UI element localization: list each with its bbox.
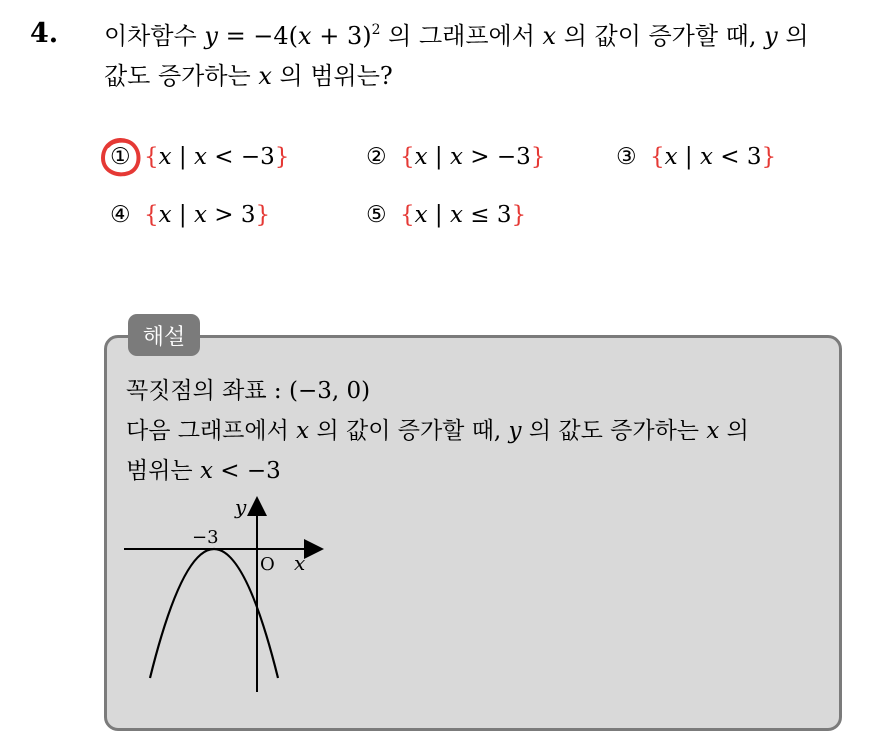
- cond-var: x: [194, 202, 207, 228]
- option-5[interactable]: [366, 202, 526, 228]
- q-text: 의 그래프에서: [380, 22, 543, 50]
- cond: ≤ 3: [462, 202, 512, 228]
- set-var: x: [158, 202, 172, 228]
- cond-var: x: [194, 144, 207, 170]
- question-number: 4.: [30, 18, 59, 49]
- parabola-graph: [120, 490, 340, 700]
- brace-open: {: [144, 144, 159, 170]
- sol-text: 의 값도 증가하는: [521, 418, 707, 444]
- q-text: 의: [777, 22, 809, 50]
- set-bar: |: [171, 144, 194, 170]
- option-4[interactable]: [110, 202, 270, 228]
- set-var: x: [414, 202, 428, 228]
- parabola-curve: [150, 549, 278, 678]
- q-text: 의 범위는?: [271, 62, 393, 90]
- brace-close: }: [530, 144, 546, 170]
- q-var-x: x: [258, 62, 272, 90]
- sol-var-x: x: [199, 458, 213, 484]
- q-var-y: y: [764, 22, 778, 50]
- cond: < 3: [712, 144, 762, 170]
- cond: > −3: [462, 144, 531, 170]
- brace-close: }: [274, 144, 290, 170]
- q-text: 의 값이 증가할 때,: [556, 22, 765, 50]
- q-text: 이차함수: [104, 22, 205, 50]
- sol-text: 범위는: [126, 458, 200, 484]
- option-number: ②: [366, 144, 387, 170]
- q-formula-tail: + 3): [311, 22, 372, 50]
- q-var-x: x: [542, 22, 557, 50]
- brace-close: }: [511, 202, 527, 228]
- solution-line-1: 꼭짓점의 좌표 : (−3, 0): [126, 378, 371, 404]
- set-bar: |: [427, 202, 450, 228]
- y-axis-label: y: [235, 495, 247, 519]
- option-number: ④: [110, 202, 131, 228]
- question-line-1: [104, 16, 809, 51]
- set-var: x: [158, 144, 172, 170]
- q-text: 값도 증가하는: [104, 62, 259, 90]
- option-number: ③: [616, 144, 637, 170]
- sol-text: 의 값이 증가할 때,: [309, 418, 509, 444]
- option-3[interactable]: [616, 144, 776, 170]
- q-formula-exponent: 2: [371, 22, 381, 38]
- cond-var: x: [700, 144, 713, 170]
- sol-text: 다음 그래프에서: [126, 418, 297, 444]
- sol-var-y: y: [508, 418, 522, 444]
- answer-circle-mark: [99, 136, 143, 180]
- option-2[interactable]: [366, 144, 545, 170]
- origin-label: O: [260, 554, 275, 575]
- sol-text: 의: [719, 418, 749, 444]
- set-bar: |: [171, 202, 194, 228]
- solution-tag: 해설: [128, 314, 200, 356]
- set-var: x: [664, 144, 678, 170]
- set-bar: |: [677, 144, 700, 170]
- brace-open: {: [400, 144, 415, 170]
- set-var: x: [414, 144, 428, 170]
- set-bar: |: [427, 144, 450, 170]
- sol-var-x: x: [296, 418, 310, 444]
- brace-close: }: [761, 144, 777, 170]
- cond-var: x: [450, 202, 463, 228]
- x-axis-label: x: [294, 551, 306, 575]
- option-number: ⑤: [366, 202, 387, 228]
- cond-var: x: [450, 144, 463, 170]
- q-formula: = −4(: [217, 22, 299, 50]
- option-number: ①: [110, 144, 131, 170]
- cond: < −3: [206, 144, 275, 170]
- solution-line-2: [126, 412, 749, 445]
- question-line-2: [104, 56, 393, 91]
- sol-text: < −3: [212, 458, 281, 484]
- q-var-y: y: [204, 22, 218, 50]
- brace-open: {: [650, 144, 665, 170]
- solution-line-3: [126, 452, 281, 485]
- brace-open: {: [400, 202, 415, 228]
- brace-close: }: [255, 202, 271, 228]
- vertex-label: −3: [192, 527, 219, 548]
- sol-var-x: x: [706, 418, 720, 444]
- brace-open: {: [144, 202, 159, 228]
- cond: > 3: [206, 202, 256, 228]
- q-formula-x: x: [298, 22, 312, 50]
